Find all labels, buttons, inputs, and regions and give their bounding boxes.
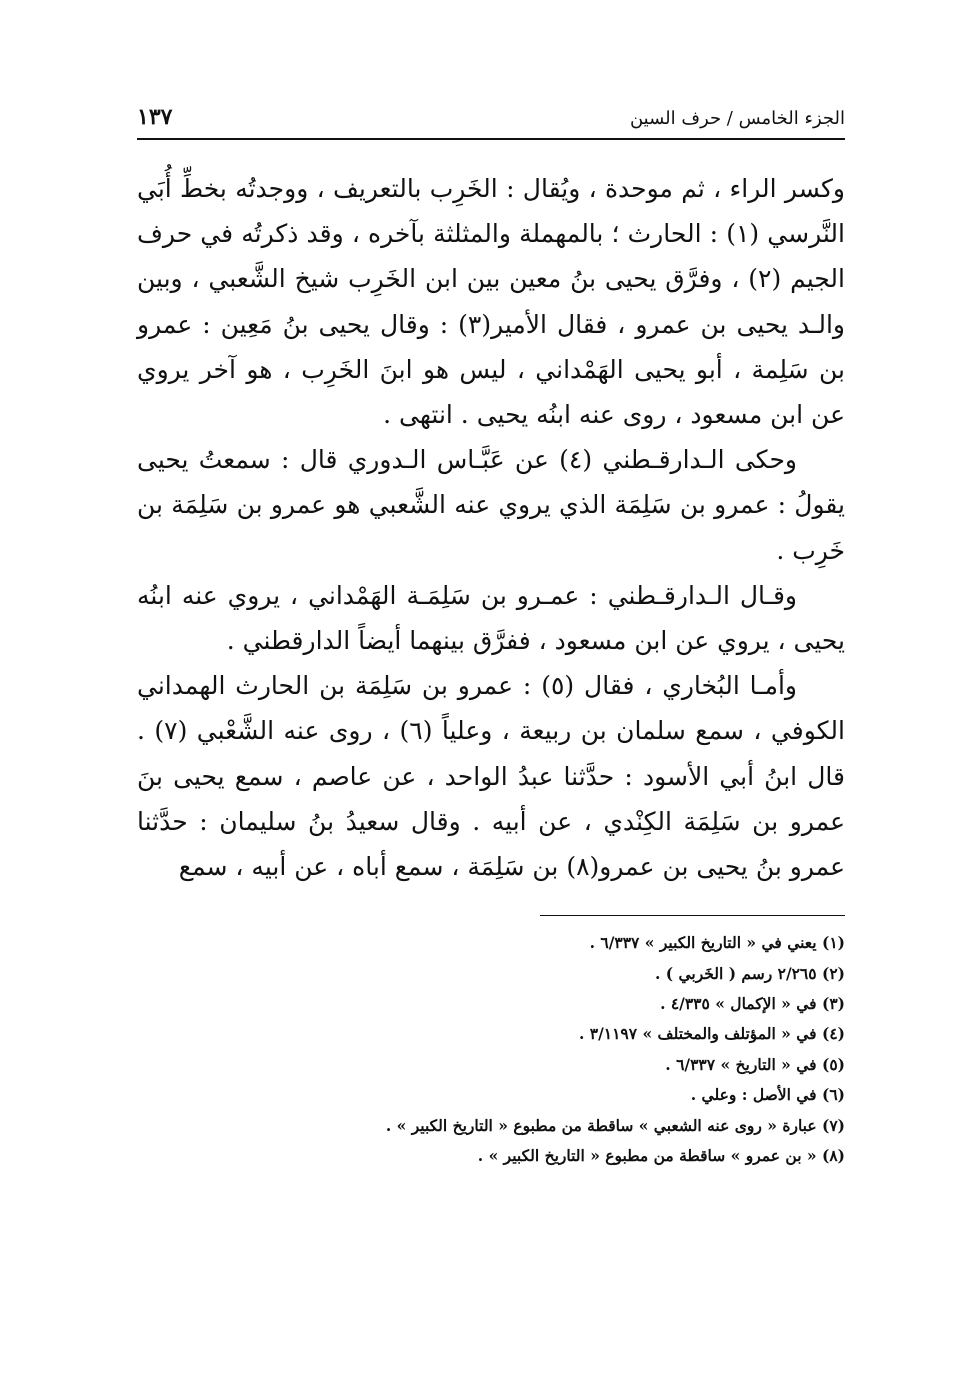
main-text xyxy=(137,166,845,889)
paragraph: وكسر الراء ، ثم موحدة ، ويُقال : الخَرِب بالتعريف ، ووجدتُه بخطِّ أُبَي النَّرسي (١) : الحارث ؛ بالمهملة والمثلثة بآخره ، وقد ذكرتُه في حرف الجيم (٢) ، وفرَّق يحيى بنُ معين بين ابن الخَرِب شيخ الشَّعبي ، وبين والـد يحيى بن عمرو ، فقال الأمير(٣) : وقال يحيى بنُ مَعِين : عمرو بن سَلِمة ، أبو يحيى الهَمْداني ، ليس هو ابنَ الخَرِب ، هو آخر يروي عن ابن مسعود ، روى عنه ابنُه يحيى . انتهى . xyxy=(137,174,845,430)
footnote: (٥) في « التاريخ » ٦/٣٣٧ . xyxy=(665,1054,845,1074)
running-title: الجزء الخامس / حرف السين xyxy=(629,108,845,129)
footnote: (٦) في الأصل : وعلي . xyxy=(690,1085,845,1105)
page-number: ١٣٧ xyxy=(137,104,173,130)
footnotes xyxy=(137,928,845,1171)
book-page xyxy=(137,92,845,1332)
paragraph: وأمـا البُخاري ، فقال (٥) : عمرو بن سَلِمَة بن الحارث الهمداني الكوفي ، سمع سلمان بن ربيعة ، وعلياً (٦) ، روى عنه الشَّعْبي (٧) . قال ابنُ أبي الأسود : حدَّثنا عبدُ الواحد ، عن عاصم ، سمع يحيى بنَ عمرو بن سَلِمَة الكِنْدي ، عن أبيه . وقال سعيدُ بنُ سليمان : حدَّثنا عمرو بنُ يحيى بن عمرو(٨) بن سَلِمَة ، سمع أباه ، عن أبيه ، سمع xyxy=(137,671,845,882)
footnote: (٨) « بن عمرو » ساقطة من مطبوع « التاريخ الكبير » . xyxy=(477,1146,845,1166)
page-header xyxy=(137,92,845,140)
footnote: (٤) في « المؤتلف والمختلف » ٣/١١٩٧ . xyxy=(578,1024,845,1044)
footnote: (٢) ٢/٢٦٥ رسم ( الخَربي ) . xyxy=(654,963,845,983)
footnote: (١) يعني في « التاريخ الكبير » ٦/٣٣٧ . xyxy=(589,933,845,953)
footnote: (٣) في « الإكمال » ٤/٣٣٥ . xyxy=(660,994,845,1014)
footnote: (٧) عبارة « روى عنه الشعبي » ساقطة من مطبوع « التاريخ الكبير » . xyxy=(385,1115,845,1135)
footnote-separator xyxy=(540,915,845,916)
paragraph: وقـال الـدارقـطني : عمـرو بن سَلِمَـة الهَمْداني ، يروي عنه ابنُه يحيى ، يروي عن ابن مسعود ، ففرَّق بينهما أيضاً الدارقطني . xyxy=(137,580,845,656)
paragraph: وحكى الـدارقـطني (٤) عن عَبَّـاس الـدوري قال : سمعتُ يحيى يقولُ : عمرو بن سَلِمَة الذي يروي عنه الشَّعبي هو عمرو بن سَلِمَة بن خَرِب . xyxy=(137,445,845,565)
